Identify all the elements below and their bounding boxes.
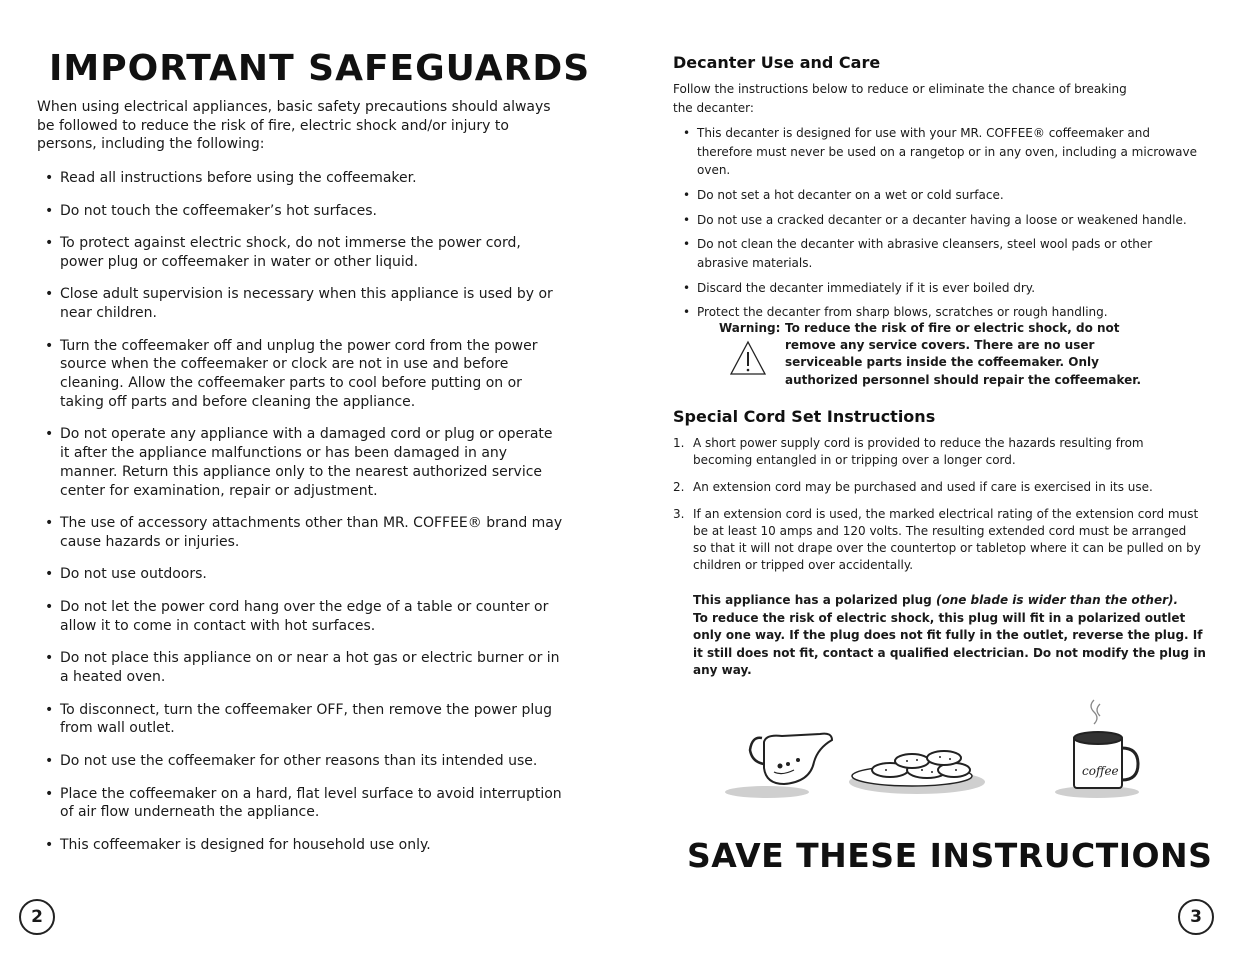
list-item: • Do not let the power cord hang over the edge of a table or counter or allow it to come in contact with hot surfaces. (45, 598, 565, 635)
list-item: • Do not place this appliance on or near a hot gas or electric burner or in a heated oven. (45, 649, 565, 686)
list-item (673, 506, 1203, 575)
cord-heading: Special Cord Set Instructions (673, 407, 936, 426)
list-item: • The use of accessory attachments other than MR. COFFEE® brand may cause hazards or injuries. (45, 514, 565, 551)
list-item: • Do not use outdoors. (45, 565, 565, 584)
polarized-lead: This appliance has a polarized plug (693, 593, 932, 607)
coffee-mug-icon (1055, 700, 1139, 798)
right-page (617, 0, 1235, 954)
item-text: A short power supply cord is provided to reduce the hazards resulting from becoming entangled in or tripping over a longer cord. (693, 436, 1144, 468)
mug-label: coffee (1082, 764, 1119, 778)
decanter-list (683, 124, 1203, 328)
list-item (673, 435, 1203, 469)
list-item: • Do not use the coffeemaker for other reasons than its intended use. (45, 752, 565, 771)
item-text: If an extension cord is used, the marked electrical rating of the extension cord must be at least 10 amps and 120 volts. The resulting extended cord must be arranged so that it will not drape over the countertop or tabletop where it can be pulled on by children or tripped over accidentally. (693, 506, 1201, 573)
cookies-icon (849, 751, 985, 794)
list-item: • To protect against electric shock, do not immerse the power cord, power plug or coffeemaker in water or other liquid. (45, 234, 565, 271)
list-item: • Do not clean the decanter with abrasive cleansers, steel wool pads or other abrasive materials. (683, 235, 1203, 272)
save-instructions-title: SAVE THESE INSTRUCTIONS (687, 836, 1213, 875)
warning-triangle-icon (729, 340, 767, 376)
list-item: • Protect the decanter from sharp blows, scratches or rough handling. (683, 303, 1203, 322)
list-item: • Do not touch the coffeemaker’s hot surfaces. (45, 202, 565, 221)
list-item: • Close adult supervision is necessary when this appliance is used by or near children. (45, 285, 565, 322)
breakfast-illustration (722, 690, 1147, 805)
safeguards-intro: When using electrical appliances, basic safety precautions should always be followed to reduce the risk of fire, electric shock and/or injury to persons, including the following: (37, 99, 551, 152)
list-item (673, 479, 1203, 496)
list-item: • This coffeemaker is designed for household use only. (45, 836, 565, 855)
warning-label: Warning: (719, 321, 781, 335)
list-item: • Read all instructions before using the coffeemaker. (45, 169, 565, 188)
page-number-left: 2 (19, 899, 55, 935)
decanter-heading: Decanter Use and Care (673, 53, 881, 72)
safeguards-list (45, 169, 565, 868)
list-item: • To disconnect, turn the coffeemaker OFF, then remove the power plug from wall outlet. (45, 701, 565, 738)
list-item: • Place the coffeemaker on a hard, flat level surface to avoid interruption of air flow underneath the appliance. (45, 785, 565, 822)
polarized-lead-italic: (one blade is wider than the other). (935, 593, 1179, 607)
polarized-plug-notice (693, 592, 1208, 680)
warning-text: To reduce the risk of fire or electric shock, do not remove any service covers. There are no user serviceable parts inside the coffeemaker. Only authorized personnel should repair the coffeemaker. (785, 321, 1142, 387)
item-number: 2. (673, 479, 685, 494)
list-item: • Turn the coffeemaker off and unplug the power cord from the power source when the coffeemaker or clock are not in use and before cleaning. Allow the coffeemaker parts to cool before putting on or taking off parts and before cleaning the appliance. (45, 337, 565, 412)
item-number: 1. (673, 436, 685, 450)
item-text: An extension cord may be purchased and used if care is exercised in its use. (693, 479, 1153, 494)
left-page (0, 0, 617, 954)
page-number-right: 3 (1178, 899, 1214, 935)
item-number: 3. (673, 506, 685, 521)
list-item: • Do not use a cracked decanter or a decanter having a loose or weakened handle. (683, 211, 1203, 230)
list-item: • Do not operate any appliance with a damaged cord or plug or operate it after the appliance malfunctions or has been damaged in any manner. Return this appliance only to the nearest authorized service center for examination, repair or adjustment. (45, 425, 565, 500)
cord-list (673, 435, 1203, 584)
list-item: • This decanter is designed for use with your MR. COFFEE® coffeemaker and therefore must never be used on a rangetop or in any oven, including a microwave oven. (683, 124, 1203, 180)
page-title: IMPORTANT SAFEGUARDS (49, 48, 591, 89)
polarized-text: To reduce the risk of electric shock, this plug will fit in a polarized outlet only one way. If the plug does not fit fully in the outlet, reverse the plug. If it still does not fit, contact a qualified electrician. Do not modify the plug in any way. (693, 610, 1206, 677)
list-item: • Discard the decanter immediately if it is ever boiled dry. (683, 279, 1203, 298)
list-item: • Do not set a hot decanter on a wet or cold surface. (683, 186, 1203, 205)
creamer-icon (725, 734, 832, 798)
decanter-intro: Follow the instructions below to reduce or eliminate the chance of breaking the decanter: (673, 82, 1127, 115)
